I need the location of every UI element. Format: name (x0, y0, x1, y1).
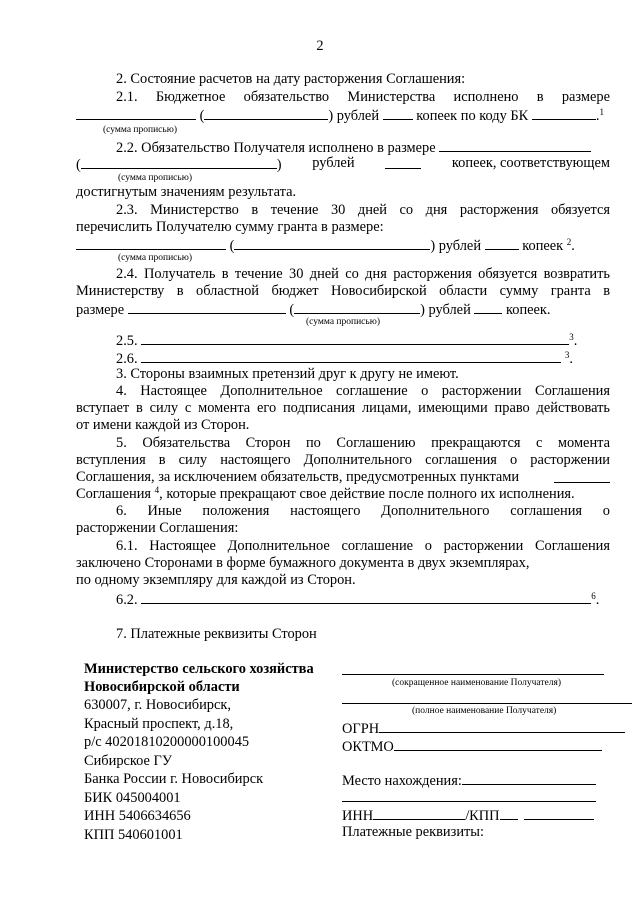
ogrn-blank (379, 719, 625, 733)
kop-label: копеек. (506, 302, 551, 318)
clause-2-1-amounts: ( ) рублей копеек по коду БК .$^1$ (76, 106, 604, 125)
short-name-line (342, 674, 604, 675)
rub-label: рублей (438, 238, 482, 254)
footnote-ref: 3 (564, 350, 570, 360)
ministry-name-1: Министерство сельского хозяйства (84, 661, 314, 677)
kop-label: копеек по коду БК (416, 108, 529, 124)
ministry-name-line2 (84, 679, 240, 696)
amount-words-blank (234, 236, 430, 250)
inn-blank (373, 806, 465, 820)
agreement-word: Соглашения (76, 486, 152, 502)
kpp-blank-1 (500, 806, 518, 820)
ministry-inn: ИНН 5406634656 (84, 808, 191, 824)
short-name-caption: (сокращенное наименование Получателя) (392, 678, 562, 688)
footnote-ref: 4 (154, 485, 160, 495)
clause-4-line2: вступает в силу с момента его подписания лицами, имеющими право действовать (76, 400, 610, 416)
sum-words-caption: (сумма прописью) (118, 253, 192, 263)
ministry-name-line1 (84, 661, 314, 678)
oktmo-label: ОКТМО (342, 739, 394, 755)
clause-2-4-amounts: размере ( ) рублей копеек. (76, 302, 551, 318)
clause-2-5-label: 2.5. (116, 333, 138, 349)
clause-2-5-blank (141, 331, 569, 345)
section-2-heading: 2. Состояние расчетов на дату расторжения Соглашения: (116, 71, 466, 87)
ministry-bank-2: Банка России г. Новосибирск (84, 771, 264, 787)
amount-blank (439, 138, 591, 152)
clause-2-2-amounts: ( ) рублей копеек, соответствующем (76, 155, 610, 173)
clause-5-line2: вступления в силу настоящего Дополнительного соглашения о расторжении (76, 452, 610, 468)
footnote-ref: 2 (566, 237, 572, 247)
kop-label: копеек (522, 238, 564, 254)
clause-2-5: 2.5. $^3$. (116, 332, 578, 349)
size-label: размере (76, 302, 125, 318)
amount-words-blank (204, 106, 328, 120)
clause-2-3-line2: перечислить Получателю сумму гранта в размере: (76, 219, 384, 235)
clause-5-line3-text: Соглашения, за исключением обязательств, предусмотренных пунктами (76, 469, 520, 485)
ministry-name-2: Новосибирской области (84, 679, 240, 695)
clause-5-end: , которые прекращают свое действие после полного их исполнения. (159, 486, 575, 502)
full-name-line (342, 703, 632, 704)
sum-words-caption: (сумма прописью) (306, 317, 380, 327)
page-number: 2 (316, 38, 324, 54)
footnote-ref: 3 (569, 332, 574, 342)
oktmo-row (342, 737, 602, 756)
clause-5-line3 (76, 469, 610, 486)
clause-2-1-text: 2.1. Бюджетное обязательство Министерства исполнено в размере (116, 89, 610, 105)
clause-2-2-result: достигнутым значениям результата. (76, 184, 297, 200)
kop-blank (474, 300, 502, 314)
ministry-address-1: 630007, г. Новосибирск, (84, 697, 231, 713)
location-label: Место нахождения: (342, 773, 462, 789)
clause-6-1-line1: 6.1. Настоящее Дополнительное соглашение о расторжении Соглашения (116, 538, 610, 554)
kop-blank (383, 106, 413, 120)
clause-2-3-text: 2.3. Министерство в течение 30 дней со дня расторжения обязуется (116, 202, 610, 218)
clause-2-6-label: 2.6. (116, 351, 138, 367)
kop-label: копеек, соответствующем (451, 155, 610, 171)
ogrn-row (342, 719, 625, 738)
clause-2-4-text: 2.4. Получатель в течение 30 дней со дня расторжения обязуется возвратить (116, 266, 610, 282)
sum-words-caption: (сумма прописью) (103, 125, 177, 135)
footnote-ref: 1 (599, 107, 605, 117)
ogrn-label: ОГРН (342, 721, 380, 737)
amount-words-blank (81, 155, 277, 169)
full-name-caption: (полное наименование Получателя) (412, 706, 557, 716)
sum-words-caption: (сумма прописью) (118, 173, 192, 183)
clause-3: 3. Стороны взаимных претензий друг к другу не имеют. (116, 366, 459, 382)
clause-5-line4 (76, 486, 575, 503)
ministry-address-2: Красный проспект, д.18, (84, 716, 234, 732)
kop-blank (385, 155, 421, 169)
clause-4-line3: от имени каждой из Сторон. (76, 417, 250, 433)
clauses-blank (554, 469, 610, 483)
amount-blank (76, 106, 196, 120)
rub-label: рублей (312, 155, 355, 171)
payment-label: Платежные реквизиты: (342, 824, 484, 840)
kop-blank (485, 236, 519, 250)
amount-words-blank (294, 300, 420, 314)
location-line-2 (342, 801, 596, 802)
amount-blank (128, 300, 286, 314)
rub-label: рублей (336, 108, 380, 124)
clause-6-1-line2: заключено Сторонами в форме бумажного документа в двух экземплярах, (76, 555, 530, 571)
clause-2-6: 2.6. $^3$. (116, 350, 573, 367)
kpp-blank-2 (524, 806, 594, 820)
location-row (342, 771, 596, 790)
rub-label: рублей (428, 302, 471, 318)
clause-6-line2: расторжении Соглашения: (76, 520, 239, 536)
clause-5-line1: 5. Обязательства Сторон по Соглашению прекращаются с момента (116, 435, 610, 451)
footnote-ref: 6 (591, 591, 596, 601)
clause-2-2-label: 2.2. Обязательство Получателя исполнено в размере (116, 140, 436, 156)
section-7-heading: 7. Платежные реквизиты Сторон (116, 626, 317, 642)
ministry-bik: БИК 045004001 (84, 790, 181, 806)
clause-6-2-label: 6.2. (116, 592, 138, 608)
clause-2-4-line2: Министерству в областной бюджет Новосибирской области сумму гранта в (76, 283, 610, 299)
location-blank (462, 771, 596, 785)
clause-6-line1: 6. Иные положения настоящего Дополнительного соглашения о (116, 503, 610, 519)
amount-blank (76, 236, 226, 250)
clause-2-6-blank (141, 349, 561, 363)
clause-6-2-blank (141, 590, 591, 604)
clause-6-2: 6.2. $^6$. (116, 591, 600, 608)
inn-label: ИНН (342, 808, 374, 824)
ministry-bank-1: Сибирское ГУ (84, 753, 173, 769)
bk-code-blank (532, 106, 596, 120)
ministry-kpp: КПП 540601001 (84, 827, 183, 843)
clause-4-line1: 4. Настоящее Дополнительное соглашение о расторжении Соглашения (116, 383, 610, 399)
ministry-account: р/с 40201810200000100045 (84, 734, 250, 750)
oktmo-blank (394, 737, 602, 751)
kpp-label: /КПП (465, 808, 500, 824)
clause-2-3-amounts: ( ) рублей копеек $^2$. (76, 236, 575, 255)
clause-6-1-line3: по одному экземпляру для каждой из Сторон. (76, 572, 356, 588)
inn-kpp-row (342, 806, 594, 825)
